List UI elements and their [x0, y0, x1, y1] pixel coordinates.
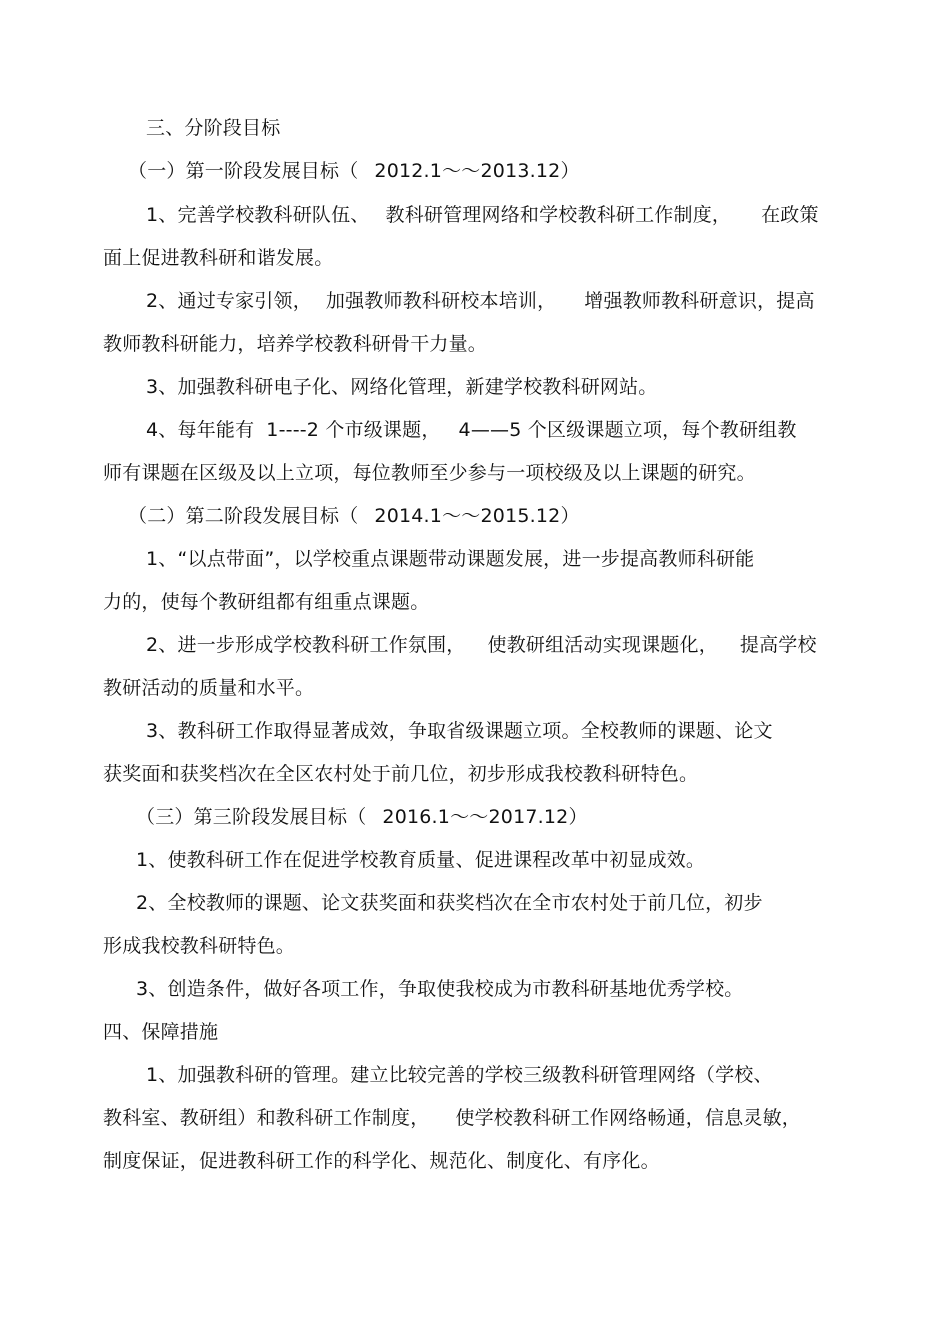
stage2-item2-line2: [103, 675, 314, 701]
text-segment: 1----2 个市级课题，: [266, 419, 441, 441]
stage3-item3: [136, 976, 744, 1002]
text-segment: 增强教师教科研意识，提高: [584, 290, 815, 312]
text-segment: 教师教科研能力，培养学校教科研骨干力量。: [103, 333, 488, 355]
text-segment: 在政策: [761, 204, 819, 226]
section4-item1-line1: [146, 1062, 773, 1088]
stage1-item1-line2: [103, 245, 333, 271]
stage2-item3-line2: [103, 761, 698, 787]
text-segment: 形成我校教科研特色。: [103, 935, 296, 957]
text-segment: 4、每年能有: [146, 419, 255, 441]
section4-heading-text: 四、保障措施: [103, 1021, 219, 1043]
stage2-item1-line2: [103, 589, 429, 615]
text-segment: 1、完善学校教科研队伍、: [146, 204, 370, 226]
text-segment: 师有课题在区级及以上立项，每位教师至少参与一项校级及以上课题的研究。: [103, 462, 756, 484]
stage1-heading-dates: 2012.1～～2013.12）: [374, 160, 580, 182]
text-segment: 2、全校教师的课题、论文获奖面和获奖档次在全市农村处于前几位，初步: [136, 892, 763, 914]
text-segment: 教科研管理网络和学校教科研工作制度，: [385, 204, 732, 226]
text-segment: 3、教科研工作取得显著成效，争取省级课题立项。全校教师的课题、论文: [146, 720, 773, 742]
text-segment: 获奖面和获奖档次在全区农村处于前几位，初步形成我校教科研特色。: [103, 763, 699, 785]
text-segment: 2、通过专家引领，: [146, 290, 312, 312]
section4-heading: [103, 1019, 218, 1045]
text-segment: 使教研组活动实现课题化，: [487, 634, 718, 656]
text-segment: 3、创造条件，做好各项工作，争取使我校成为市教科研基地优秀学校。: [136, 978, 744, 1000]
stage3-heading-dates: 2016.1～～2017.12）: [382, 806, 588, 828]
text-segment: 加强教师教科研校本培训，: [325, 290, 557, 312]
text-segment: 教研活动的质量和水平。: [103, 677, 315, 699]
text-segment: 力的，使每个教研组都有组重点课题。: [103, 591, 430, 613]
stage3-item1: [136, 847, 705, 873]
section4-item1-line3: [103, 1148, 660, 1174]
stage2-item2-line1: [146, 632, 817, 658]
stage2-heading-label: （二）第二阶段发展目标（: [128, 505, 359, 527]
stage1-heading: [128, 158, 580, 184]
stage2-heading: [128, 503, 580, 529]
stage3-heading-label: （三）第三阶段发展目标（: [136, 806, 367, 828]
text-segment: 教科室、教研组）和教科研工作制度，: [103, 1107, 430, 1129]
text-segment: 制度保证，促进教科研工作的科学化、规范化、制度化、有序化。: [103, 1150, 660, 1172]
stage3-item2-line1: [136, 890, 763, 916]
text-segment: 2、进一步形成学校教科研工作氛围，: [146, 634, 466, 656]
stage3-item2-line2: [103, 933, 295, 959]
text-segment: 面上促进教科研和谐发展。: [103, 247, 334, 269]
text-segment: 4——5 个区级课题立项，每个教研组教: [458, 419, 797, 441]
stage2-heading-dates: 2014.1～～2015.12）: [374, 505, 580, 527]
text-segment: 1、加强教科研的管理。建立比较完善的学校三级教科研管理网络（学校、: [146, 1064, 773, 1086]
text-segment: 3、加强教科研电子化、网络化管理，新建学校教科研网站。: [146, 376, 658, 398]
stage1-item4-line2: [103, 460, 756, 486]
stage1-item3: [146, 374, 658, 400]
stage1-item2-line2: [103, 331, 487, 357]
text-segment: 使学校教科研工作网络畅通，信息灵敏，: [455, 1107, 802, 1129]
stage1-item1-line1: [146, 202, 819, 228]
section4-item1-line2: [103, 1105, 801, 1131]
section3-heading: [146, 115, 280, 141]
stage1-heading-label: （一）第一阶段发展目标（: [128, 160, 359, 182]
stage1-item2-line1: [146, 288, 815, 314]
stage2-item3-line1: [146, 718, 773, 744]
stage1-item4-line1: [146, 417, 797, 443]
section3-heading-text: 三、分阶段目标: [146, 117, 281, 139]
stage3-heading: [136, 804, 588, 830]
text-segment: 1、使教科研工作在促进学校教育质量、促进课程改革中初显成效。: [136, 849, 706, 871]
text-segment: 1、“以点带面”，以学校重点课题带动课题发展，进一步提高教师科研能: [146, 548, 755, 570]
stage2-item1-line1: [146, 546, 754, 572]
text-segment: 提高学校: [739, 634, 817, 656]
